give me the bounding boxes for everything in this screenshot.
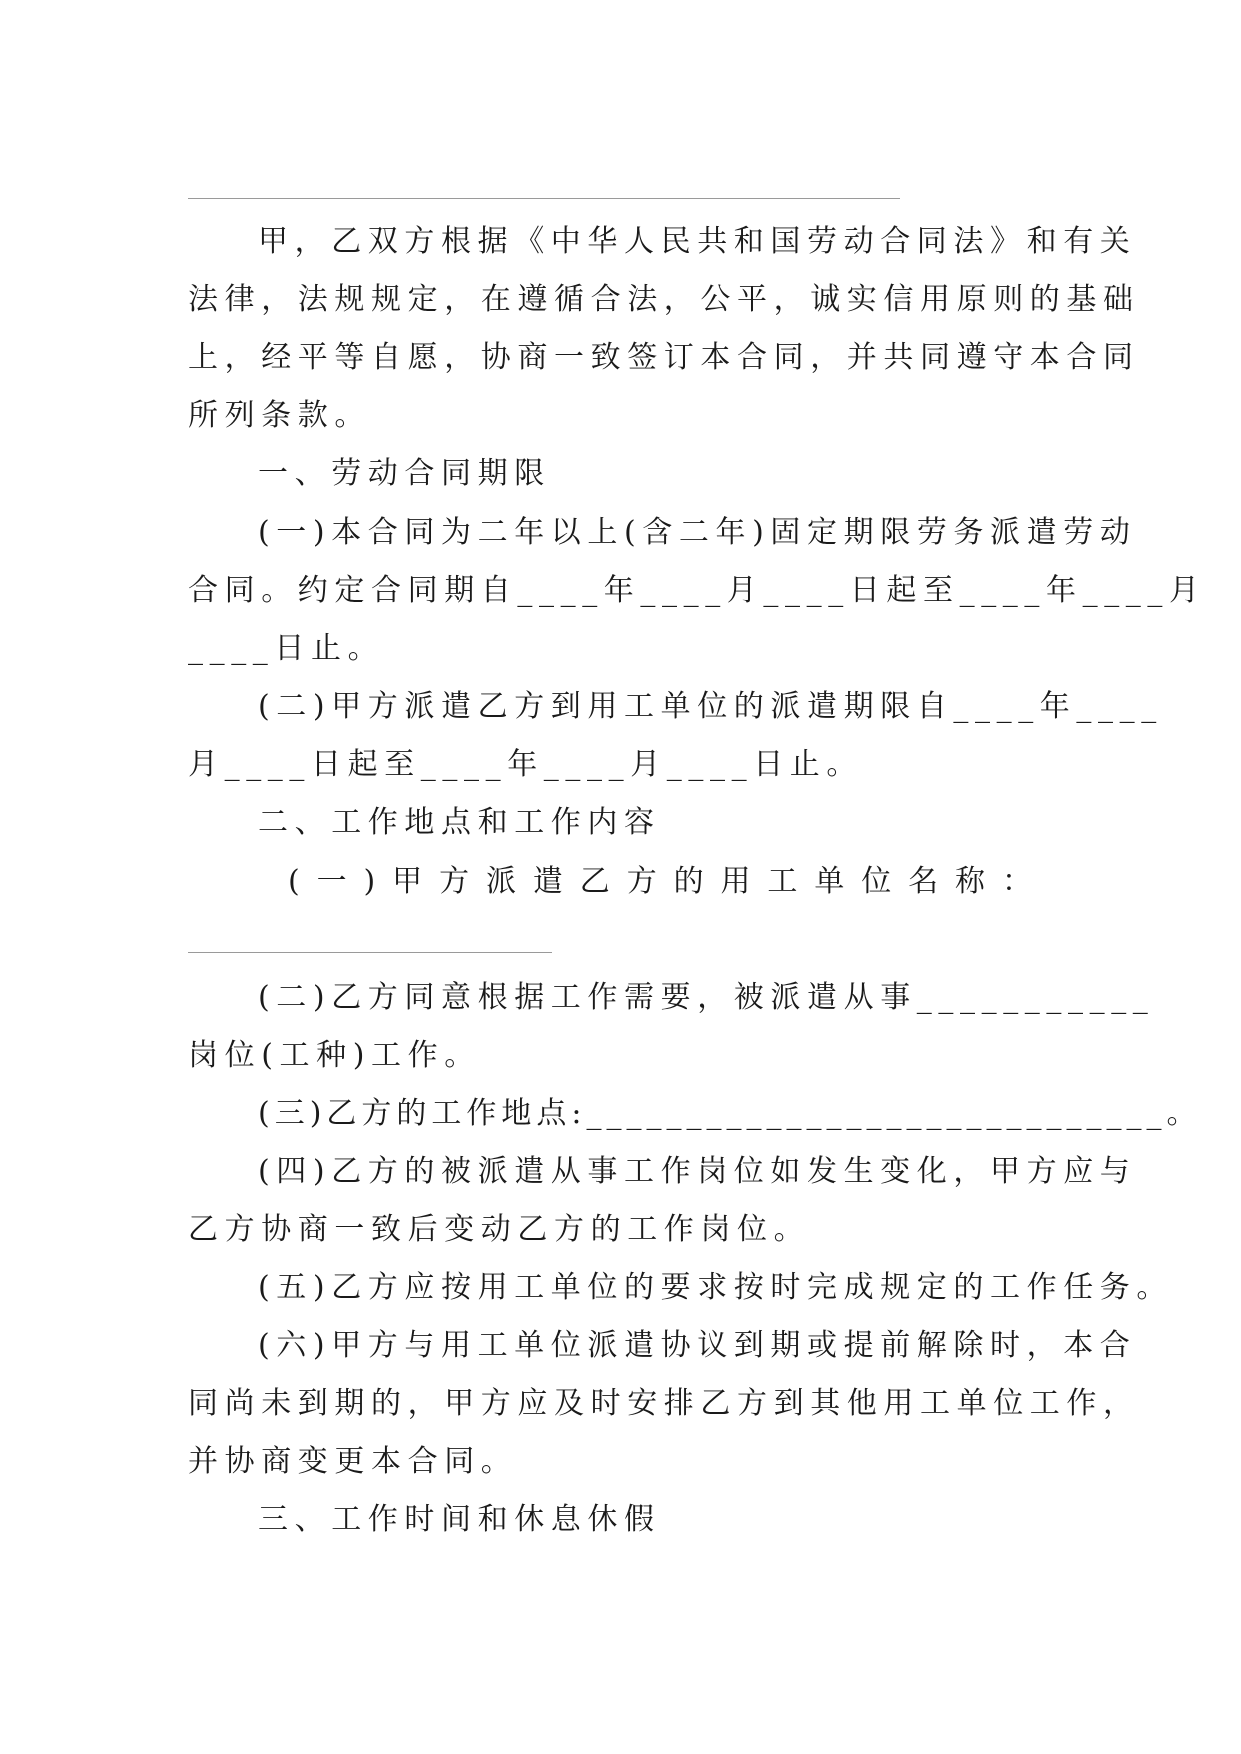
header-rule bbox=[188, 198, 900, 199]
clause-2-5: (五)乙方应按用工单位的要求按时完成规定的工作任务。 bbox=[258, 1270, 1174, 1305]
clause-1-2-line-1: (二)甲方派遣乙方到用工单位的派遣期限自____年____ bbox=[258, 689, 1163, 724]
clause-2-1-spread-line bbox=[288, 862, 1032, 902]
spread-char: 的 bbox=[673, 864, 704, 899]
clause-1-2-line-2: 月____日起至____年____月____日止。 bbox=[188, 747, 863, 782]
section-1-title: 一、劳动合同期限 bbox=[258, 456, 551, 491]
section-3-title: 三、工作时间和休息休假 bbox=[258, 1502, 661, 1537]
clause-2-4-line-1: (四)乙方的被派遣从事工作岗位如发生变化，甲方应与 bbox=[258, 1154, 1137, 1189]
spread-char: 遣 bbox=[532, 864, 563, 899]
clause-2-4-line-2: 乙方协商一致后变动乙方的工作岗位。 bbox=[188, 1212, 811, 1247]
spread-char: 方 bbox=[439, 864, 470, 899]
spread-char: 用 bbox=[720, 864, 751, 899]
spread-char: 甲 bbox=[392, 864, 423, 899]
spread-char: ( bbox=[288, 864, 300, 899]
clause-2-6-line-3: 并协商变更本合同。 bbox=[188, 1444, 518, 1479]
intro-line-3: 上，经平等自愿，协商一致签订本合同，并共同遵守本合同 bbox=[188, 340, 1140, 375]
intro-line-4: 所列条款。 bbox=[188, 398, 371, 433]
spread-char: ) bbox=[363, 864, 376, 899]
clause-2-3: (三)乙方的工作地点:_____________________________。 bbox=[258, 1096, 1202, 1131]
unit-name-blank-line bbox=[188, 952, 552, 953]
clause-2-2-line-2: 岗位(工种)工作。 bbox=[188, 1038, 481, 1073]
spread-char: 一 bbox=[316, 864, 347, 899]
intro-line-1: 甲，乙双方根据《中华人民共和国劳动合同法》和有关 bbox=[258, 224, 1137, 259]
clause-2-6-line-1: (六)甲方与用工单位派遣协议到期或提前解除时，本合 bbox=[258, 1328, 1137, 1363]
spread-char: 乙 bbox=[579, 864, 610, 899]
clause-1-1-line-1: (一)本合同为二年以上(含二年)固定期限劳务派遣劳动 bbox=[258, 515, 1137, 550]
spread-char: 单 bbox=[814, 864, 845, 899]
spread-char: 方 bbox=[626, 864, 657, 899]
clause-1-1-line-3: ____日止。 bbox=[188, 631, 385, 666]
spread-char: ： bbox=[1001, 864, 1032, 899]
clause-2-2-line-1: (二)乙方同意根据工作需要，被派遣从事___________ bbox=[258, 980, 1155, 1015]
clause-1-1-line-2: 合同。约定合同期自____年____月____日起至____年____月 bbox=[188, 573, 1206, 608]
section-2-title: 二、工作地点和工作内容 bbox=[258, 805, 661, 840]
spread-char: 名 bbox=[908, 864, 939, 899]
intro-line-2: 法律，法规规定，在遵循合法，公平，诚实信用原则的基础 bbox=[188, 282, 1140, 317]
clause-2-6-line-2: 同尚未到期的，甲方应及时安排乙方到其他用工单位工作， bbox=[188, 1386, 1140, 1421]
spread-char: 位 bbox=[861, 864, 892, 899]
spread-char: 工 bbox=[767, 864, 798, 899]
spread-char: 派 bbox=[485, 864, 516, 899]
spread-char: 称 bbox=[955, 864, 986, 899]
